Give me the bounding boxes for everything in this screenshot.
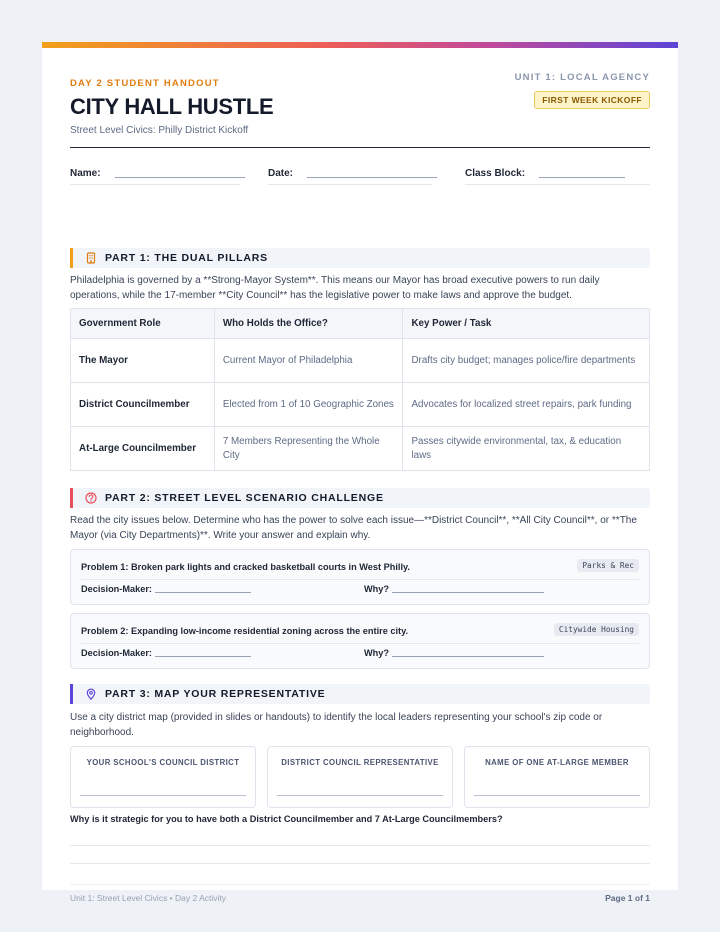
key-power-cell: Advocates for localized street repairs, park funding [403,383,650,427]
date-line[interactable] [307,168,437,178]
decision-maker-field[interactable] [81,648,251,658]
district-representative-box[interactable] [267,746,453,808]
footer-divider [70,884,650,885]
key-power-cell: Drafts city budget; manages police/fire departments [403,339,650,383]
role-cell: At-Large Councilmember [71,427,215,471]
gradient-top-bar [42,42,678,48]
office-holder-cell: Elected from 1 of 10 Geographic Zones [214,383,403,427]
date-field[interactable] [268,168,437,179]
role-cell: District Councilmember [71,383,215,427]
decision-maker-line[interactable] [155,584,251,593]
part3-title: PART 3: MAP YOUR REPRESENTATIVE [105,688,326,700]
name-label: Name: [70,168,101,179]
why-label: Why? [364,648,390,658]
class-block-label: Class Block: [465,168,526,179]
class-block-line[interactable] [539,168,625,178]
role-cell: The Mayor [71,339,215,383]
answer-line[interactable] [70,863,650,864]
table-row [71,383,650,427]
building-icon [85,252,97,264]
name-field[interactable] [70,168,245,179]
map-pin-icon [85,688,97,700]
answer-line[interactable] [474,795,640,796]
government-roles-table [70,308,650,471]
box-label: NAME OF ONE AT-LARGE MEMBER [485,758,629,767]
why-line[interactable] [392,584,544,593]
help-circle-icon [85,492,97,504]
office-holder-cell: 7 Members Representing the Whole City [214,427,403,471]
page-subtitle: Street Level Civics: Philly District Kickoff [70,125,249,136]
problem-title: Problem 1: Broken park lights and cracked basketball courts in West Philly. [81,562,410,572]
decision-maker-line[interactable] [155,648,251,657]
kickoff-badge: FIRST WEEK KICKOFF [534,91,650,109]
date-label: Date: [268,168,294,179]
column-header: Who Holds the Office? [214,309,403,339]
why-label: Why? [364,584,390,594]
decision-maker-label: Decision-Maker: [81,648,152,658]
part1-title: PART 1: THE DUAL PILLARS [105,252,268,264]
part2-title: PART 2: STREET LEVEL SCENARIO CHALLENGE [105,492,384,504]
student-info-fields [70,168,650,188]
key-power-cell: Passes citywide environmental, tax, & education laws [403,427,650,471]
handout-page [42,42,678,903]
unit-label: UNIT 1: LOCAL AGENCY [514,72,650,83]
part1-heading [70,248,650,268]
council-district-box[interactable] [70,746,256,808]
answer-line[interactable] [80,795,246,796]
why-field[interactable] [364,648,544,658]
table-row [71,427,650,471]
problem-card-2 [70,613,650,669]
decision-maker-field[interactable] [81,584,251,594]
decision-maker-label: Decision-Maker: [81,584,152,594]
name-line[interactable] [115,168,245,178]
class-block-field[interactable] [465,168,625,179]
problem-tag: Parks & Rec [577,559,639,572]
answer-line[interactable] [277,795,443,796]
handout-eyebrow: DAY 2 STUDENT HANDOUT [70,78,220,89]
page-title: CITY HALL HUSTLE [70,94,274,119]
part2-intro: Read the city issues below. Determine who has the power to solve each issue—**District Council**, **All City Council**, or **The Mayor (via City Departments)**. Write your answer and explain why. [70,515,637,541]
box-label: DISTRICT COUNCIL REPRESENTATIVE [281,758,439,767]
part2-heading [70,488,650,508]
footer-page-number: Page 1 of 1 [605,893,650,903]
table-header-row [71,309,650,339]
column-header: Key Power / Task [403,309,650,339]
part3-intro: Use a city district map (provided in slides or handouts) to identify the local leaders representing your school's zip code or neighborhood. [70,712,603,738]
problem-card-1 [70,549,650,605]
header-divider [70,147,650,148]
answer-line[interactable] [70,845,650,846]
strategy-question: Why is it strategic for you to have both a District Councilmember and 7 At-Large Councilmembers? [70,814,503,824]
table-row [71,339,650,383]
box-label: YOUR SCHOOL'S COUNCIL DISTRICT [86,758,240,767]
footer-course-label: Unit 1: Street Level Civics • Day 2 Activity [70,893,227,903]
why-line[interactable] [392,648,544,657]
why-field[interactable] [364,584,544,594]
problem-title: Problem 2: Expanding low-income residential zoning across the entire city. [81,626,409,636]
at-large-member-box[interactable] [464,746,650,808]
part1-intro: Philadelphia is governed by a **Strong-Mayor System**. This means our Mayor has broad executive powers to run daily operations, while the 17-member **City Council** has the legislative power to make laws and approve the budget. [70,275,600,301]
part3-heading [70,684,650,704]
problem-tag: Citywide Housing [554,623,639,636]
office-holder-cell: Current Mayor of Philadelphia [214,339,403,383]
column-header: Government Role [71,309,215,339]
